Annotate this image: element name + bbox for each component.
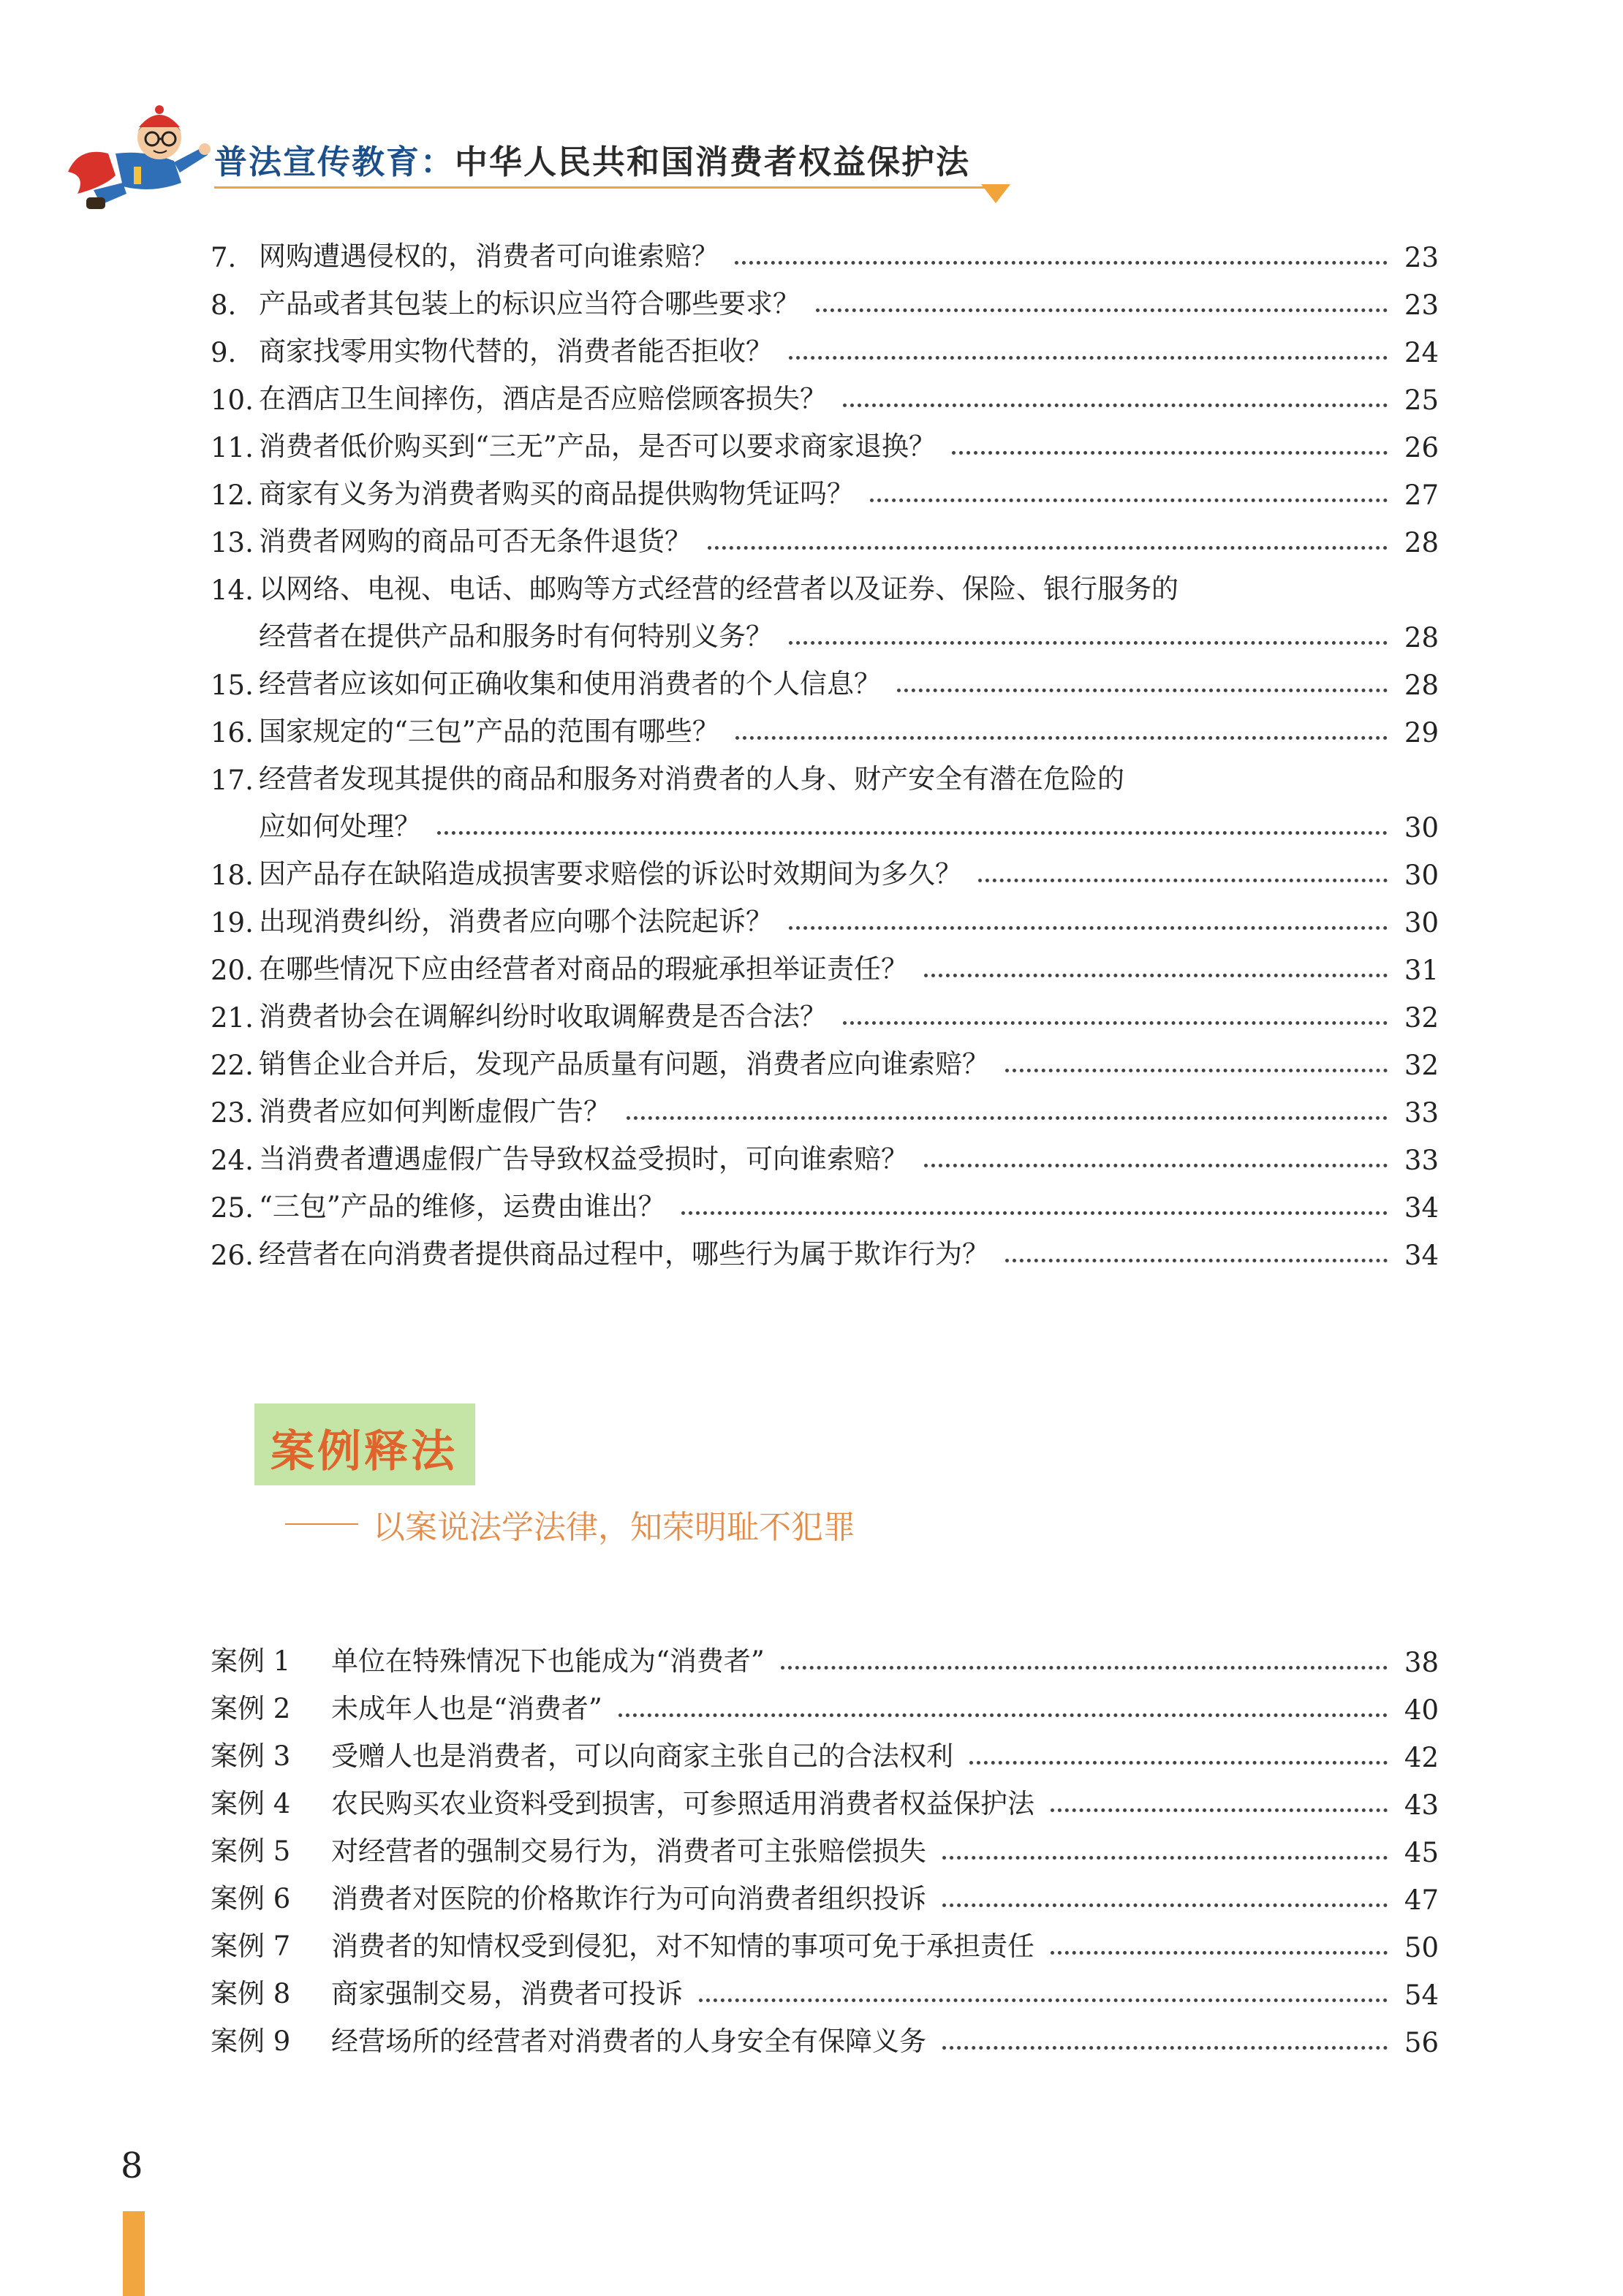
case-label: 案例 4 [211,1788,291,1819]
toc-page: 32 [1404,1002,1439,1034]
leader-dots [897,689,1388,692]
case-item[interactable] [211,1685,1439,1726]
toc-title: 消费者协会在调解纠纷时收取调解费是否合法？ [259,1001,827,1032]
leader-dots [681,1211,1388,1215]
toc-number: 15. [211,670,254,701]
toc-title: 商家有义务为消费者购买的商品提供购物凭证吗？ [259,478,854,509]
leader-dots [789,641,1388,645]
leader-dots [1051,1951,1388,1955]
toc-number: 22. [211,1050,254,1081]
toc-item[interactable] [211,708,1439,749]
leader-dots [699,1998,1388,2002]
case-page: 43 [1404,1789,1439,1821]
toc-item[interactable] [211,850,1439,891]
toc-page: 26 [1404,432,1439,463]
toc-title: 销售企业合并后，发现产品质量有问题，消费者应向谁索赔？ [259,1048,989,1080]
leader-dots [924,974,1388,977]
toc-page: 25 [1404,384,1439,416]
toc-title: “三包”产品的维修，运费由谁出？ [259,1191,665,1222]
toc-item[interactable] [211,470,1439,511]
toc-title: 因产品存在缺陷造成损害要求赔偿的诉讼时效期间为多久？ [259,858,962,890]
toc-page: 28 [1404,622,1439,653]
leader-dots [843,1021,1388,1025]
toc-page: 31 [1404,955,1439,986]
case-page: 56 [1404,2027,1439,2058]
case-label: 案例 5 [211,1835,291,1867]
toc-page: 30 [1404,812,1439,844]
toc-title: 在哪些情况下应由经营者对商品的瑕疵承担举证责任？ [259,953,908,985]
toc-number: 8. [211,289,237,321]
toc-title: 以网络、电视、电话、邮购等方式经营的经营者以及证券、保险、银行服务的 [259,573,1179,605]
toc-page: 29 [1404,717,1439,749]
toc-title: 经营者发现其提供的商品和服务对消费者的人身、财产安全有潜在危险的 [259,763,1124,795]
toc-item[interactable] [211,1183,1439,1224]
toc-item[interactable] [211,518,1439,558]
toc-number: 13. [211,527,254,558]
toc-item[interactable] [211,423,1439,463]
leader-dots [942,1903,1388,1907]
toc-number: 16. [211,717,254,749]
case-title: 商家强制交易，消费者可投诉 [331,1978,683,2009]
leader-dots [1005,1069,1388,1072]
section-title: 案例释法 [270,1426,458,1477]
toc-item[interactable] [211,993,1439,1034]
case-title: 未成年人也是“消费者” [331,1693,602,1724]
toc-item[interactable] [211,945,1439,986]
case-page: 50 [1404,1932,1439,1963]
case-item[interactable] [211,1970,1439,2011]
toc-title: 商家找零用实物代替的，消费者能否拒收？ [259,336,773,367]
toc-number: 26. [211,1240,254,1271]
toc-item[interactable] [211,1040,1439,1081]
case-title: 经营场所的经营者对消费者的人身安全有保障义务 [331,2026,926,2057]
leader-dots [789,926,1388,930]
toc-number: 9. [211,337,237,368]
leader-dots [942,1856,1388,1860]
leader-dots [789,356,1388,360]
toc-number: 12. [211,480,254,511]
case-page: 38 [1404,1647,1439,1678]
footer-accent-bar [123,2211,145,2296]
case-label: 案例 2 [211,1693,291,1724]
toc-title: 消费者网购的商品可否无条件退货？ [259,526,692,557]
case-label: 案例 9 [211,2026,291,2057]
leader-dots [1005,1259,1388,1262]
toc-title: 消费者应如何判断虚假广告？ [259,1096,610,1127]
case-title: 受赠人也是消费者，可以向商家主张自己的合法权利 [331,1740,953,1772]
toc-page: 28 [1404,527,1439,558]
toc-title: 网购遭遇侵权的，消费者可向谁索赔？ [259,240,719,272]
leader-dots [942,2046,1388,2050]
toc-number: 23. [211,1097,254,1129]
leader-dots [627,1116,1388,1120]
subtitle-dash [285,1523,358,1525]
leader-dots [952,451,1388,455]
toc-title: 经营者在向消费者提供商品过程中，哪些行为属于欺诈行为？ [259,1238,989,1270]
leader-dots [924,1164,1388,1167]
section-heading-box [254,1403,475,1485]
toc-page: 23 [1404,242,1439,273]
toc-page: 28 [1404,670,1439,701]
toc-page: 24 [1404,337,1439,368]
toc-title: 消费者低价购买到“三无”产品，是否可以要求商家退换？ [259,431,936,462]
case-label: 案例 1 [211,1645,291,1677]
toc-item[interactable] [211,898,1439,939]
page-number: 8 [121,2145,143,2186]
toc-page: 33 [1404,1145,1439,1176]
case-page: 47 [1404,1884,1439,1916]
header-title-book: 中华人民共和国消费者权益保护法 [455,143,971,181]
flying-superhero-mascot-icon [64,102,211,227]
case-label: 案例 8 [211,1978,291,2009]
case-item[interactable] [211,1922,1439,1963]
section-subtitle-text: 以案说法学法律，知荣明耻不犯罪 [373,1509,855,1546]
toc-item[interactable] [211,1135,1439,1176]
toc-page: 27 [1404,480,1439,511]
toc-page: 34 [1404,1240,1439,1271]
toc-title: 产品或者其包装上的标识应当符合哪些要求？ [259,288,800,319]
case-item[interactable] [211,1732,1439,1773]
toc-number: 21. [211,1002,254,1034]
leader-dots [969,1761,1388,1765]
case-title: 消费者对医院的价格欺诈行为可向消费者组织投诉 [331,1883,926,1914]
leader-dots [978,879,1388,882]
leader-dots [781,1666,1388,1670]
case-page: 42 [1404,1742,1439,1773]
case-label: 案例 7 [211,1931,291,1962]
toc-page: 23 [1404,289,1439,321]
leader-dots [843,403,1388,407]
leader-dots [618,1713,1388,1717]
toc-page: 33 [1404,1097,1439,1129]
header-title-series: 普法宣传教育： [214,143,455,181]
case-title: 农民购买农业资料受到损害，可参照适用消费者权益保护法 [331,1788,1034,1819]
leader-dots [816,308,1388,312]
header-underline [214,186,996,189]
toc-title: 在酒店卫生间摔伤，酒店是否应赔偿顾客损失？ [259,383,827,414]
toc-item[interactable] [211,1088,1439,1129]
toc-page: 30 [1404,907,1439,939]
section-subtitle [285,1499,855,1550]
toc-item[interactable] [211,660,1439,701]
case-item[interactable] [211,2017,1439,2058]
toc-page: 34 [1404,1192,1439,1224]
toc-number: 20. [211,955,254,986]
toc-title-continued: 应如何处理？ [259,811,421,842]
toc-item[interactable] [211,565,1439,606]
toc-number: 24. [211,1145,254,1176]
toc-item-continued[interactable] [211,803,1439,844]
case-label: 案例 6 [211,1883,291,1914]
toc-item[interactable] [211,755,1439,796]
toc-number: 11. [211,432,254,463]
toc-number: 19. [211,907,254,939]
toc-title-continued: 经营者在提供产品和服务时有何特别义务？ [259,621,773,652]
leader-dots [1051,1808,1388,1812]
toc-item[interactable] [211,1230,1439,1271]
toc-number: 18. [211,860,254,891]
toc-number: 7. [211,242,237,273]
case-title: 消费者的知情权受到侵犯，对不知情的事项可免于承担责任 [331,1931,1034,1962]
toc-item[interactable] [211,232,1439,273]
case-title: 单位在特殊情况下也能成为“消费者” [331,1645,765,1677]
toc-title: 出现消费纠纷，消费者应向哪个法院起诉？ [259,906,773,937]
toc-item[interactable] [211,375,1439,416]
toc-item[interactable] [211,280,1439,321]
case-page: 40 [1404,1694,1439,1726]
toc-item-continued[interactable] [211,613,1439,653]
toc-title: 国家规定的“三包”产品的范围有哪些？ [259,716,719,747]
toc-number: 14. [211,575,254,606]
header-triangle-icon [981,184,1010,203]
leader-dots [870,499,1388,502]
toc-number: 25. [211,1192,254,1224]
case-item[interactable] [211,1780,1439,1821]
case-item[interactable] [211,1827,1439,1868]
case-item[interactable] [211,1637,1439,1678]
header-title [214,135,970,183]
leader-dots [437,831,1388,835]
leader-dots [735,261,1388,265]
toc-item[interactable] [211,327,1439,368]
toc-title: 当消费者遭遇虚假广告导致权益受损时，可向谁索赔？ [259,1143,908,1175]
case-page: 45 [1404,1837,1439,1868]
case-item[interactable] [211,1875,1439,1916]
toc-page: 30 [1404,860,1439,891]
toc-number: 10. [211,384,254,416]
case-page: 54 [1404,1979,1439,2011]
page-header [64,102,1037,219]
toc-number: 17. [211,765,254,796]
leader-dots [735,736,1388,740]
case-title: 对经营者的强制交易行为，消费者可主张赔偿损失 [331,1835,926,1867]
case-label: 案例 3 [211,1740,291,1772]
toc-page: 32 [1404,1050,1439,1081]
toc-title: 经营者应该如何正确收集和使用消费者的个人信息？ [259,668,881,700]
leader-dots [708,546,1388,550]
